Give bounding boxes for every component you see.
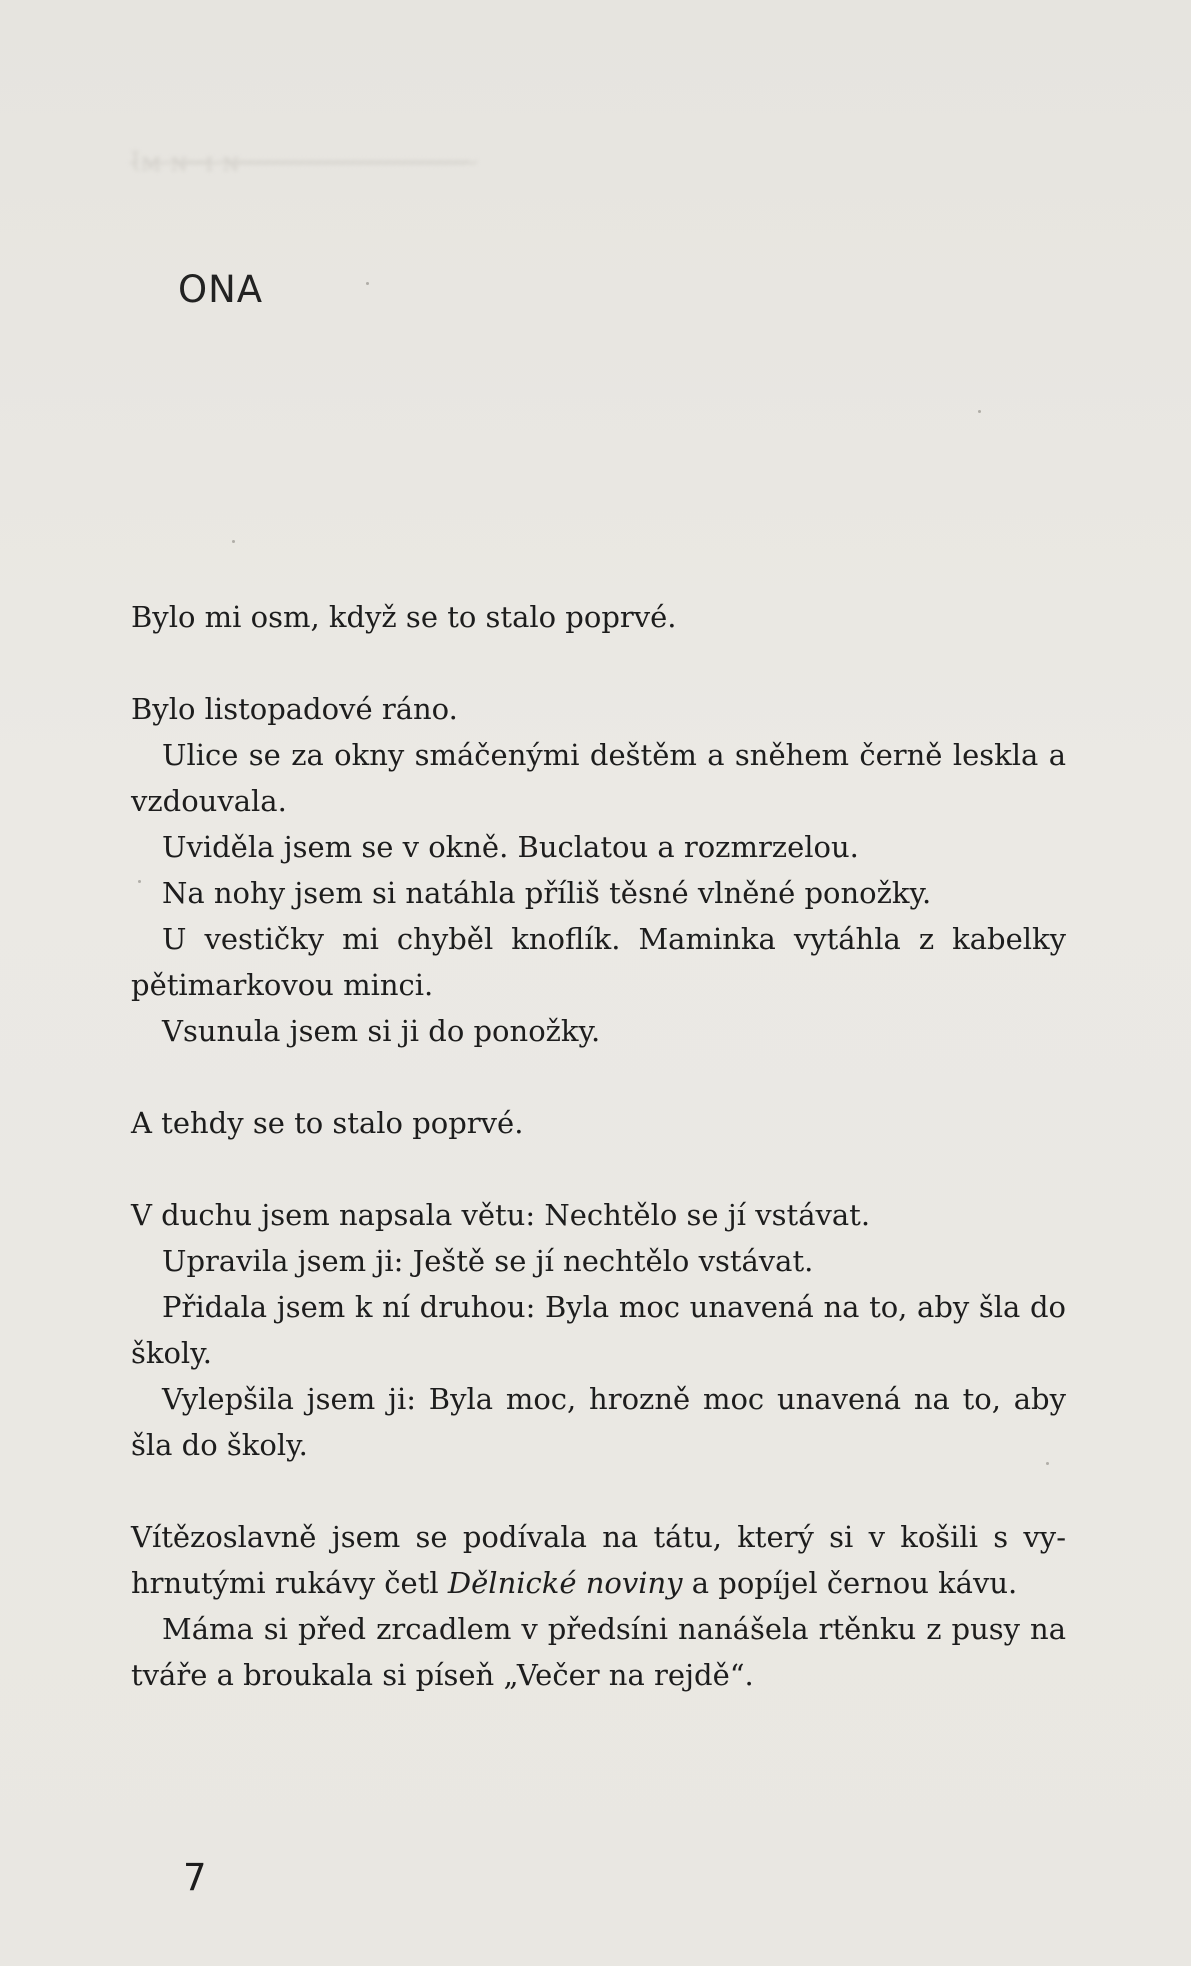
- paragraph-text: V duchu jsem napsala větu: Nechtělo se jí vstávat.: [131, 1198, 871, 1232]
- paragraph: [131, 1008, 1066, 1054]
- paragraph-text: A tehdy se to stalo poprvé.: [131, 1106, 524, 1140]
- paragraph-text: Na nohy jsem si natáhla příliš těsné vlněné ponožky.: [162, 876, 932, 910]
- paragraph-text: Uviděla jsem se v okně. Buclatou a rozmrzelou.: [162, 830, 859, 864]
- paragraph-text: Přidala jsem k ní druhou: Byla moc unavená na to, aby šla do školy.: [131, 1290, 1066, 1370]
- paragraph-text: Vylepšila jsem ji: Byla moc, hrozně moc unavená na to, aby šla do školy.: [131, 1382, 1066, 1462]
- paper-speck: [232, 540, 235, 543]
- paragraph-text: a popíjel černou kávu.: [682, 1566, 1018, 1600]
- body-text: [131, 594, 1066, 1698]
- paragraph: [131, 1606, 1066, 1698]
- paper-speck: [978, 410, 981, 413]
- paragraph-text: Vsunula jsem si ji do ponožky.: [162, 1014, 601, 1048]
- bleed-through-text: Ɩ̴ᴍ̴ ̴ɴ̴ ̴ ̴ɪ̴ ̴ɴ̴ ̴ ̴ ̴ ̴ ̴ ̴ ̴ ̴ ̴ ̴ ̴ ̴ ̴ ̴ ̴ ̴ ̴ ̴ ̴ ̴ ̴ ̴ ̴ ̴ ̴ ̴ ̴ ̴: [130, 147, 480, 178]
- paragraph: [131, 1100, 1066, 1146]
- page-number: 7: [183, 1856, 207, 1899]
- paper-speck: [1046, 1462, 1049, 1465]
- paragraph: [131, 824, 1066, 870]
- paragraph: [131, 916, 1066, 1008]
- paragraph-text: Upravila jsem ji: Ještě se jí nechtělo vstávat.: [162, 1244, 814, 1278]
- paragraph: [131, 594, 1066, 640]
- paragraph: [131, 732, 1066, 824]
- paragraph: [131, 686, 1066, 732]
- paragraph: [131, 1238, 1066, 1284]
- paper-speck: [366, 282, 369, 285]
- chapter-title: ONA: [178, 268, 264, 311]
- paper-speck: [138, 880, 141, 883]
- paragraph: [131, 1192, 1066, 1238]
- paragraph: [131, 1376, 1066, 1468]
- italic-title-text: Dělnické noviny: [447, 1566, 683, 1600]
- paragraph-text: Bylo mi osm, když se to stalo poprvé.: [131, 600, 677, 634]
- paragraph-text: Máma si před zrcadlem v předsíni nanášela rtěnku z pusy na tváře a broukala si píseň „Večer na rejdě“.: [131, 1612, 1066, 1692]
- paragraph: [131, 1514, 1066, 1606]
- paragraph-text: Ulice se za okny smáčenými deštěm a sněhem černě leskla a vzdouvala.: [131, 738, 1066, 818]
- paragraph-text: Vítězoslavně jsem se podívala na tátu, který si v košili s vyhrnutými rukávy četl: [131, 1520, 1066, 1600]
- paragraph-text: U vestičky mi chyběl knoflík. Maminka vytáhla z kabelky pětimarkovou minci.: [131, 922, 1066, 1002]
- paragraph-text: Bylo listopadové ráno.: [131, 692, 458, 726]
- paragraph: [131, 1284, 1066, 1376]
- paragraph: [131, 870, 1066, 916]
